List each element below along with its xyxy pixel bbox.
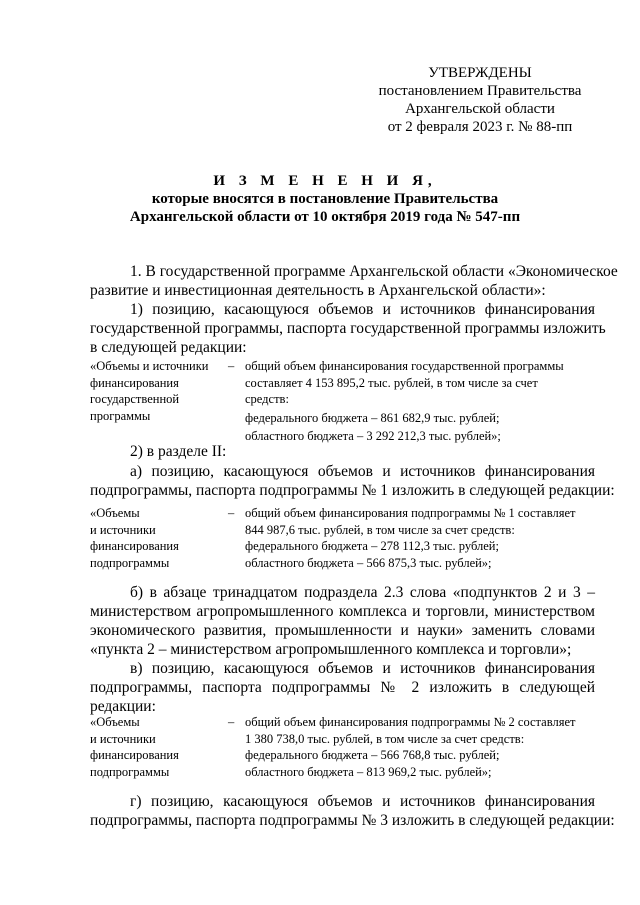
text-line: министерством агропромышленного комплекса и торговли, министерством [90, 603, 595, 620]
paragraph-4 [90, 462, 615, 500]
approval-line: от 2 февраля 2023 г. № 88-пп [387, 119, 573, 135]
paragraph-6 [90, 659, 595, 716]
paragraph-5 [90, 583, 595, 659]
text-line: «пункта 2 – министерством агропромышленного комплекса и торговли»; [90, 641, 572, 658]
approval-line: УТВЕРЖДЕНЫ [428, 65, 532, 81]
paragraph-7 [90, 792, 615, 830]
text-line: б) в абзаце тринадцатом подраздела 2.3 слова «подпунктов 2 и 3 – [130, 584, 595, 601]
text-line: подпрограммы, паспорта подпрограммы № 1 изложить в следующей редакции: [90, 482, 615, 499]
title-subline: Архангельской области от 10 октября 2019 года № 547-пп [129, 209, 521, 225]
text-line: подпрограммы, паспорта подпрограммы № 2 изложить в следующей [90, 679, 595, 696]
block-value: общий объем финансирования подпрограммы № 1 составляет 844 987,6 тыс. рублей, в том числе за счет средств: федерального бюджета – 278 112,3 тыс. рублей; областного бюджета – 566 875,3 тыс. рублей»; [245, 506, 576, 570]
approval-line: постановлением Правительства [378, 83, 582, 99]
text-line: экономического развития, промышленности и науки» заменить словами [90, 622, 595, 639]
approval-stamp [365, 64, 595, 136]
block-value: общий объем финансирования государственной программы составляет 4 153 895,2 тыс. рублей, в том числе за счет средств: федерального бюджета – 861 682,9 тыс. рублей; областного бюджета – 3 292 212,3 тыс. рублей»; [245, 359, 564, 443]
financing-block-1 [90, 358, 595, 443]
paragraph-3 [90, 442, 595, 461]
text-line: г) позицию, касающуюся объемов и источников финансирования [130, 793, 595, 810]
text-line: а) позицию, касающуюся объемов и источников финансирования [130, 463, 595, 480]
text-line: в) позицию, касающуюся объемов и источников финансирования [130, 660, 595, 677]
text-line: 2) в разделе II: [130, 443, 227, 460]
text-line: 1) позицию, касающуюся объемов и источников финансирования [130, 301, 595, 318]
financing-block-3 [90, 714, 595, 782]
title-heading: И З М Е Н Е Н И Я, [213, 173, 437, 189]
text-line: подпрограммы, паспорта подпрограммы № 3 изложить в следующей редакции: [90, 812, 615, 829]
text-line: 1. В государственной программе Архангельской области «Экономическое [130, 263, 618, 280]
paragraph-2 [90, 300, 606, 357]
block-value: общий объем финансирования подпрограммы № 2 составляет 1 380 738,0 тыс. рублей, в том числе за счет средств: федерального бюджета – 566 768,8 тыс. рублей; областного бюджета – 813 969,2 тыс. рублей»; [245, 715, 576, 779]
text-line: развитие и инвестиционная деятельность в Архангельской области»: [90, 282, 546, 299]
text-line: государственной программы, паспорта государственной программы изложить [90, 320, 606, 337]
block-label: «Объемы и источники финансирования подпрограммы [90, 506, 179, 570]
paragraph-1 [90, 262, 618, 300]
text-line: в следующей редакции: [90, 339, 247, 356]
title-subline: которые вносятся в постановление Правительства [151, 191, 499, 207]
block-dash: – [228, 506, 235, 520]
text-line: редакции: [90, 698, 156, 715]
block-label: «Объемы и источники финансирования подпрограммы [90, 715, 179, 779]
document-title [60, 172, 590, 226]
block-dash: – [228, 359, 235, 373]
financing-block-2 [90, 505, 595, 573]
approval-line: Архангельской области [405, 101, 555, 117]
block-label: «Объемы и источники финансирования государственной программы [90, 359, 209, 423]
block-dash: – [228, 715, 235, 729]
